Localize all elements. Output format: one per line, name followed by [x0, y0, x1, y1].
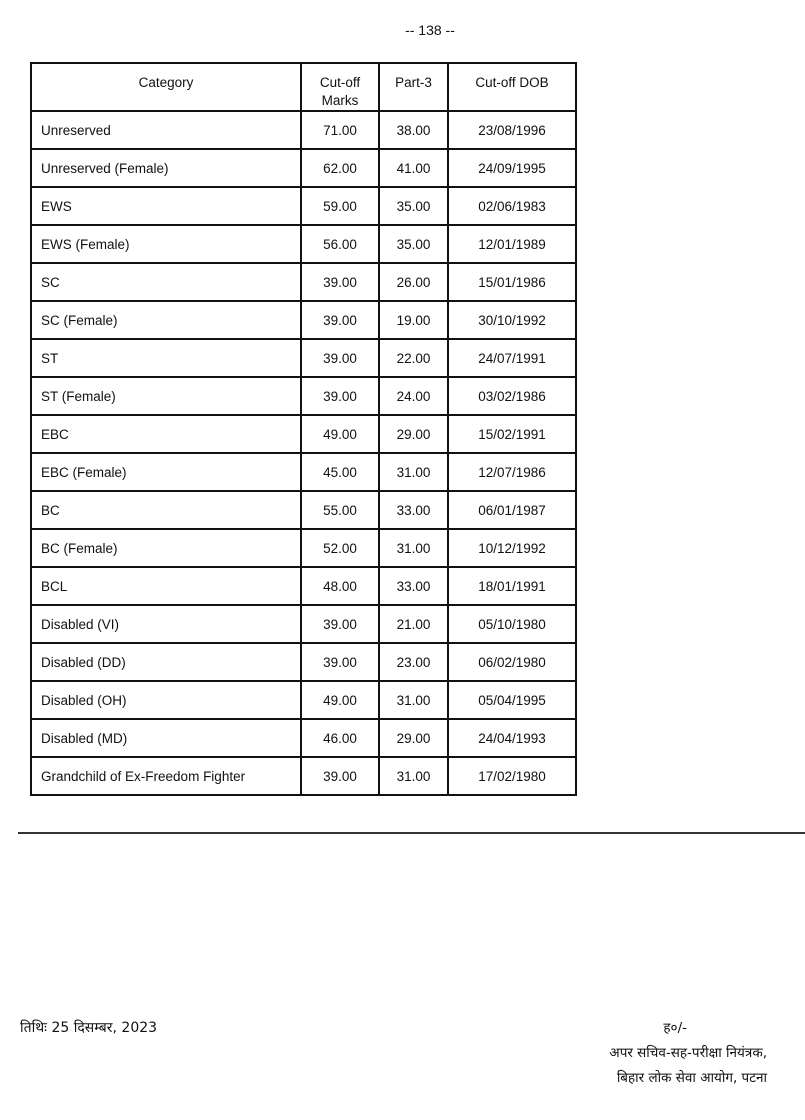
table-row	[31, 339, 576, 377]
cell-category: ST (Female)	[31, 377, 301, 415]
horizontal-rule	[18, 832, 805, 834]
cell-part3: 31.00	[379, 757, 448, 795]
cell-part3: 33.00	[379, 567, 448, 605]
cell-category: Unreserved (Female)	[31, 149, 301, 187]
cell-cutoff-marks: 45.00	[301, 453, 379, 491]
cell-cutoff-dob: 05/10/1980	[448, 605, 576, 643]
table-row	[31, 301, 576, 339]
cell-part3: 21.00	[379, 605, 448, 643]
cell-cutoff-dob: 18/01/1991	[448, 567, 576, 605]
cell-cutoff-dob: 17/02/1980	[448, 757, 576, 795]
header-cutoff-dob: Cut-off DOB	[448, 63, 576, 111]
page-number: -- 138 --	[405, 22, 455, 38]
signature-block	[609, 1016, 767, 1091]
table-row	[31, 225, 576, 263]
cell-part3: 41.00	[379, 149, 448, 187]
table-row	[31, 187, 576, 225]
cell-cutoff-dob: 02/06/1983	[448, 187, 576, 225]
cell-part3: 31.00	[379, 529, 448, 567]
cell-category: BC	[31, 491, 301, 529]
cell-category: SC (Female)	[31, 301, 301, 339]
cell-cutoff-dob: 06/02/1980	[448, 643, 576, 681]
cell-cutoff-dob: 10/12/1992	[448, 529, 576, 567]
cell-part3: 35.00	[379, 187, 448, 225]
table-header-row	[31, 63, 576, 111]
organization: बिहार लोक सेवा आयोग, पटना	[616, 1070, 767, 1086]
cell-cutoff-marks: 48.00	[301, 567, 379, 605]
table-row	[31, 567, 576, 605]
cell-cutoff-marks: 59.00	[301, 187, 379, 225]
table-row	[31, 605, 576, 643]
cell-cutoff-marks: 52.00	[301, 529, 379, 567]
table-row	[31, 719, 576, 757]
table-row	[31, 681, 576, 719]
signature-mark: ह०/-	[663, 1020, 687, 1036]
designation: अपर सचिव-सह-परीक्षा नियंत्रक,	[609, 1045, 767, 1061]
cell-category: BC (Female)	[31, 529, 301, 567]
table-row	[31, 453, 576, 491]
cell-part3: 29.00	[379, 415, 448, 453]
cell-part3: 26.00	[379, 263, 448, 301]
cell-cutoff-dob: 23/08/1996	[448, 111, 576, 149]
header-cutoff-marks-line2: Marks	[321, 93, 359, 108]
cell-category: SC	[31, 263, 301, 301]
cell-cutoff-marks: 39.00	[301, 757, 379, 795]
cell-cutoff-marks: 39.00	[301, 377, 379, 415]
cell-category: ST	[31, 339, 301, 377]
table-body	[31, 111, 576, 795]
table-row	[31, 643, 576, 681]
cell-cutoff-marks: 62.00	[301, 149, 379, 187]
cell-part3: 31.00	[379, 453, 448, 491]
cell-cutoff-marks: 71.00	[301, 111, 379, 149]
cell-part3: 22.00	[379, 339, 448, 377]
table-row	[31, 111, 576, 149]
cell-category: EWS (Female)	[31, 225, 301, 263]
header-part3: Part-3	[379, 63, 448, 111]
cell-cutoff-dob: 12/01/1989	[448, 225, 576, 263]
cell-category: Disabled (VI)	[31, 605, 301, 643]
cell-cutoff-marks: 49.00	[301, 415, 379, 453]
cell-category: Disabled (DD)	[31, 643, 301, 681]
cell-category: Grandchild of Ex-Freedom Fighter	[31, 757, 301, 795]
cell-part3: 33.00	[379, 491, 448, 529]
cell-category: EBC	[31, 415, 301, 453]
cell-cutoff-marks: 56.00	[301, 225, 379, 263]
cell-part3: 31.00	[379, 681, 448, 719]
header-cutoff-marks	[301, 63, 379, 111]
issue-date: तिथिः 25 दिसम्बर, 2023	[20, 1020, 158, 1036]
table-row	[31, 529, 576, 567]
cell-cutoff-marks: 39.00	[301, 643, 379, 681]
cell-category: Disabled (MD)	[31, 719, 301, 757]
cell-category: EBC (Female)	[31, 453, 301, 491]
cell-cutoff-dob: 30/10/1992	[448, 301, 576, 339]
cell-cutoff-dob: 05/04/1995	[448, 681, 576, 719]
cell-category: EWS	[31, 187, 301, 225]
cell-cutoff-marks: 39.00	[301, 605, 379, 643]
cell-part3: 19.00	[379, 301, 448, 339]
cell-part3: 38.00	[379, 111, 448, 149]
table-row	[31, 377, 576, 415]
cell-cutoff-dob: 24/04/1993	[448, 719, 576, 757]
cell-cutoff-dob: 12/07/1986	[448, 453, 576, 491]
header-category: Category	[31, 63, 301, 111]
cell-cutoff-dob: 06/01/1987	[448, 491, 576, 529]
cell-cutoff-marks: 39.00	[301, 263, 379, 301]
table-row	[31, 757, 576, 795]
cell-category: Disabled (OH)	[31, 681, 301, 719]
cell-part3: 23.00	[379, 643, 448, 681]
cell-cutoff-marks: 46.00	[301, 719, 379, 757]
cell-category: BCL	[31, 567, 301, 605]
table-row	[31, 415, 576, 453]
cell-cutoff-dob: 15/02/1991	[448, 415, 576, 453]
cell-part3: 35.00	[379, 225, 448, 263]
table-row	[31, 149, 576, 187]
header-cutoff-marks-line1: Cut-off	[319, 75, 361, 90]
table-row	[31, 263, 576, 301]
cell-cutoff-marks: 49.00	[301, 681, 379, 719]
cell-cutoff-dob: 24/09/1995	[448, 149, 576, 187]
cell-part3: 24.00	[379, 377, 448, 415]
cutoff-table	[30, 62, 577, 796]
cell-cutoff-dob: 15/01/1986	[448, 263, 576, 301]
cell-cutoff-dob: 03/02/1986	[448, 377, 576, 415]
cell-cutoff-marks: 55.00	[301, 491, 379, 529]
table-row	[31, 491, 576, 529]
cell-cutoff-dob: 24/07/1991	[448, 339, 576, 377]
cell-cutoff-marks: 39.00	[301, 301, 379, 339]
cell-part3: 29.00	[379, 719, 448, 757]
cell-category: Unreserved	[31, 111, 301, 149]
cell-cutoff-marks: 39.00	[301, 339, 379, 377]
